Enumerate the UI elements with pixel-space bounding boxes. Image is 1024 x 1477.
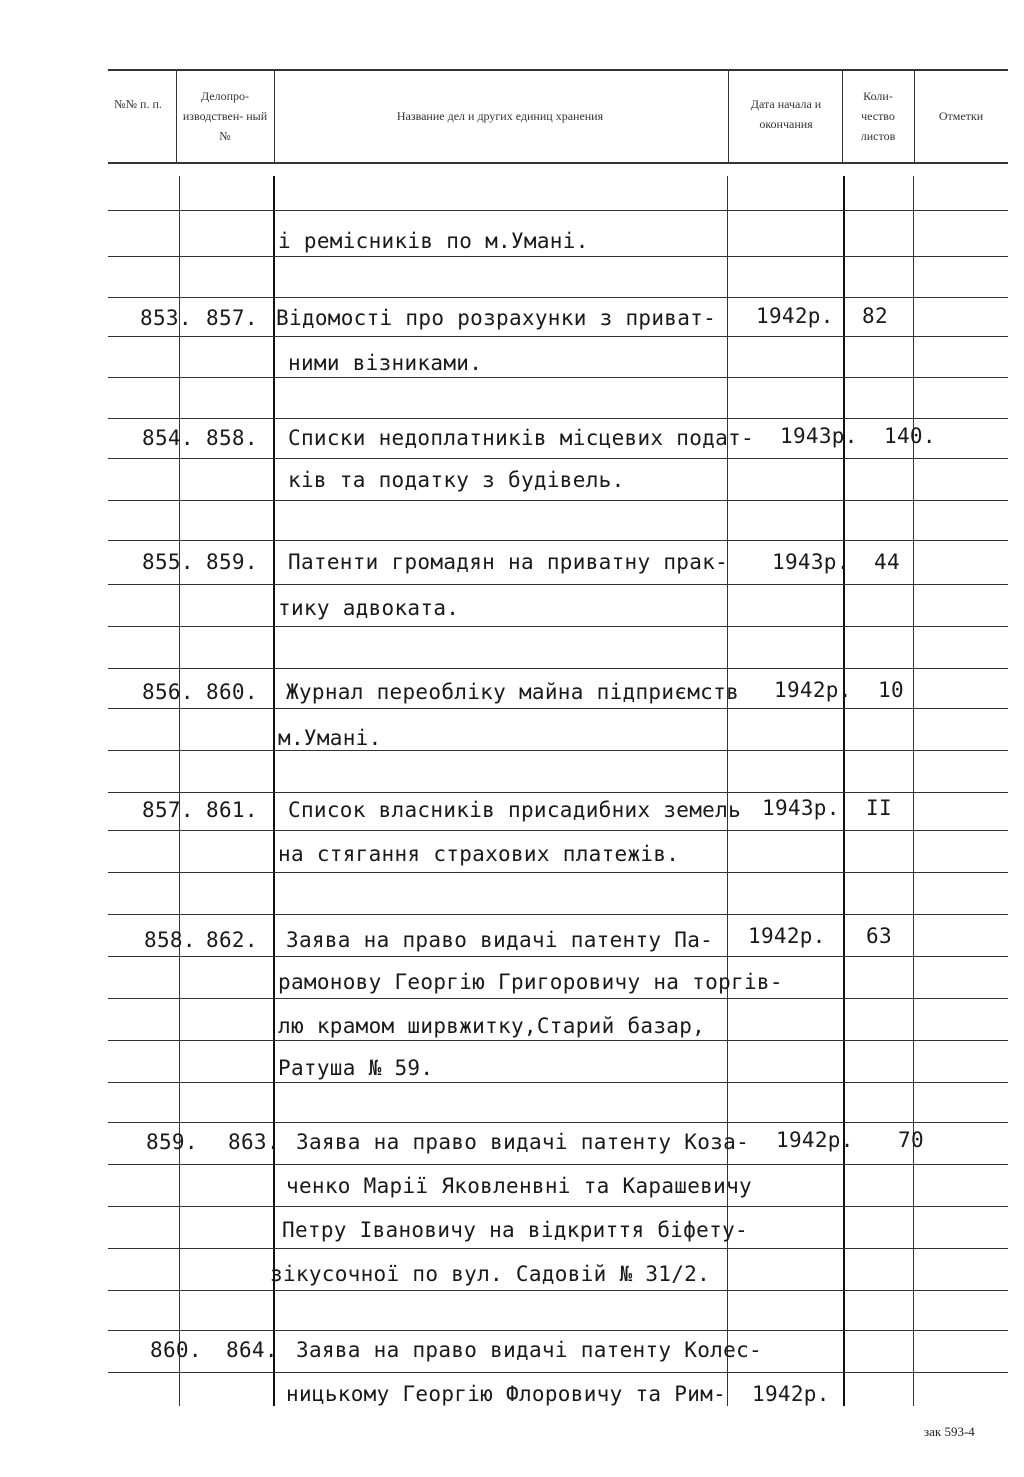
row-5-number: 857. [142, 798, 194, 822]
header-sheets: Коли- чество листов [860, 89, 896, 143]
row-1-date: 1942р. [756, 304, 834, 328]
row-3-number: 855. [142, 550, 194, 574]
header-title: Название дел и других единиц хранения [396, 109, 604, 123]
footer-order-number: зак 593-4 [924, 1424, 975, 1439]
row-3-date: 1943р. [772, 550, 850, 574]
header-number: №№ п. п. [114, 97, 162, 111]
row-3-title-line-2: тику адвоката. [278, 596, 460, 620]
row-7-number: 859. [146, 1130, 198, 1154]
row-2-number: 854. [142, 426, 194, 450]
row-1-case: 857. [206, 306, 258, 330]
body-divider-4 [843, 176, 845, 1406]
row-3-case: 859. [206, 550, 258, 574]
row-4-title-line-1: Журнал переобліку майна підприємств [286, 680, 740, 704]
header-divider-2 [274, 70, 275, 162]
header-bottom-rule [108, 162, 1008, 164]
row-2-sheets: 140. [884, 424, 936, 448]
body-divider-1 [179, 176, 180, 1406]
header-divider-4 [842, 70, 843, 162]
row-2-case: 858. [206, 426, 258, 450]
row-5-title-line-1: Список власників присадибних земель [288, 798, 742, 822]
row-6-case: 862. [206, 928, 258, 952]
row-7-title-line-4: зікусочної по вул. Садовій № 31/2. [270, 1262, 711, 1286]
row-7-case: 863. [228, 1130, 280, 1154]
row-2-title-line-2: ків та податку з будівель. [288, 468, 625, 492]
row-3-title-line-1: Патенти громадян на приватну прак- [288, 550, 729, 574]
row-7-date: 1942р. [776, 1128, 854, 1152]
row-2-date: 1943р. [780, 424, 858, 448]
row-6-number: 858. [144, 928, 196, 952]
row-6-sheets: 63 [866, 924, 892, 948]
row-6-title-line-4: Ратуша № 59. [278, 1056, 434, 1080]
body-divider-2 [273, 176, 275, 1406]
row-5-title-line-2: на стягання страхових платежів. [278, 842, 680, 866]
row-0-title-line-1: і ремісників по м.Умані. [278, 229, 589, 253]
row-3-sheets: 44 [874, 550, 900, 574]
row-8-case: 864. [226, 1338, 278, 1362]
row-5-case: 861. [206, 798, 258, 822]
row-6-title-line-1: Заява на право видачі патенту Па- [286, 928, 714, 952]
row-1-number: 853. [140, 306, 192, 330]
row-8-date: 1942р. [752, 1382, 830, 1406]
row-6-title-line-3: лю крамом ширвжитку,Старий базар, [278, 1014, 706, 1038]
header-divider-1 [176, 70, 177, 162]
row-1-title-line-1: Відомості про розрахунки з приват- [276, 306, 717, 330]
body-divider-5 [913, 176, 914, 1406]
row-1-title-line-2: ними візниками. [288, 351, 483, 375]
row-4-sheets: 10 [878, 678, 904, 702]
row-8-number: 860. [150, 1338, 202, 1362]
row-5-sheets: II [866, 796, 892, 820]
row-4-title-line-2: м.Умані. [278, 726, 382, 750]
row-8-title-line-1: Заява на право видачі патенту Колес- [296, 1338, 762, 1362]
row-7-title-line-3: Петру Івановичу на відкриття біфету- [282, 1218, 748, 1242]
row-7-sheets: 70 [898, 1128, 924, 1152]
header-notes: Отметки [938, 109, 984, 123]
row-4-case: 860. [206, 680, 258, 704]
header-case-number: Делопро- изводствен- ный № [182, 89, 268, 143]
header-dates: Дата начала и окончания [750, 97, 822, 131]
row-6-date: 1942р. [748, 924, 826, 948]
row-7-title-line-1: Заява на право видачі патенту Коза- [296, 1130, 750, 1154]
row-4-date: 1942р. [774, 678, 852, 702]
row-5-date: 1943р. [762, 796, 840, 820]
header-top-rule [108, 69, 1008, 71]
row-6-title-line-2: рамонову Георгію Григоровичу на торгів- [278, 970, 783, 994]
row-7-title-line-2: ченко Марії Яковленвні та Карашевичу [286, 1174, 752, 1198]
row-4-number: 856. [142, 680, 194, 704]
row-1-sheets: 82 [862, 304, 888, 328]
row-8-title-line-2: ницькому Георгію Флоровичу та Рим- [286, 1382, 727, 1406]
header-divider-3 [728, 70, 729, 162]
header-divider-5 [914, 70, 915, 162]
row-2-title-line-1: Списки недоплатників місцевих подат- [288, 426, 754, 450]
